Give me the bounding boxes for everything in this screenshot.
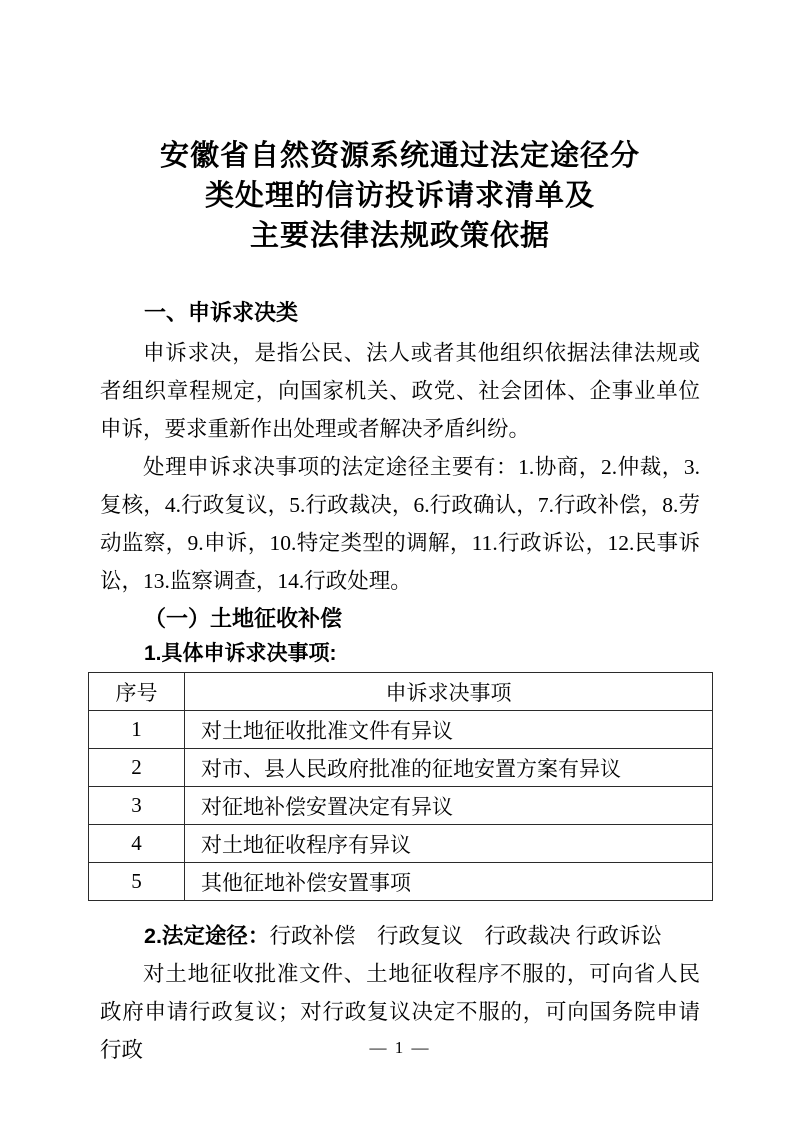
paragraph-appeal-definition: 申诉求决，是指公民、法人或者其他组织依据法律法规或者组织章程规定，向国家机关、政党、社会团体、企事业单位申诉，要求重新作出处理或者解决矛盾纠纷。 bbox=[100, 341, 700, 441]
table-cell-item: 对市、县人民政府批准的征地安置方案有异议 bbox=[185, 749, 713, 787]
legal-route-line bbox=[100, 917, 700, 955]
table-cell-item: 其他征地补偿安置事项 bbox=[185, 863, 713, 901]
subsection-heading-land-acquisition: （一）土地征收补偿 bbox=[144, 606, 343, 631]
table-cell-item: 对征地补偿安置决定有异议 bbox=[185, 787, 713, 825]
table-row bbox=[89, 787, 713, 825]
legal-route-label: 2.法定途径： bbox=[144, 924, 270, 948]
appeal-items-table-header bbox=[89, 673, 713, 711]
table-header-item: 申诉求决事项 bbox=[185, 673, 713, 711]
appeal-items-table-body bbox=[89, 711, 713, 901]
document-title-line-3: 主要法律法规政策依据 bbox=[249, 220, 550, 252]
table-header-row bbox=[89, 673, 713, 711]
table-row bbox=[89, 749, 713, 787]
table-row bbox=[89, 825, 713, 863]
legal-route-value: 行政补偿 行政复议 行政裁决 行政诉讼 bbox=[269, 924, 662, 948]
document-title-line-2: 类处理的信访投诉请求清单及 bbox=[204, 180, 595, 212]
page-number: — 1 — bbox=[369, 1038, 431, 1057]
table-row bbox=[89, 863, 713, 901]
section-heading-appeal: 一、申诉求决类 bbox=[144, 300, 299, 325]
table-row bbox=[89, 711, 713, 749]
table-cell-seq: 2 bbox=[89, 749, 185, 787]
table-cell-seq: 1 bbox=[89, 711, 185, 749]
paragraph-route-detail: 对土地征收批准文件、土地征收程序不服的，可向省人民政府申请行政复议；对行政复议决定不服的，可向国务院申请行政 bbox=[100, 962, 700, 1062]
table-intro-label: 1.具体申诉求决事项: bbox=[144, 642, 337, 665]
document-title bbox=[100, 0, 700, 256]
table-cell-seq: 4 bbox=[89, 825, 185, 863]
table-cell-seq: 5 bbox=[89, 863, 185, 901]
paragraph-legal-routes: 处理申诉求决事项的法定途径主要有：1.协商，2.仲裁，3.复核，4.行政复议，5.行政裁决，6.行政确认，7.行政补偿，8.劳动监察，9.申诉，10.特定类型的调解，11.行政诉讼，12.民事诉讼，13.监察调查，14.行政处理。 bbox=[100, 455, 700, 593]
table-cell-seq: 3 bbox=[89, 787, 185, 825]
appeal-items-table bbox=[88, 672, 713, 901]
document-title-line-1: 安徽省自然资源系统通过法定途径分 bbox=[159, 140, 640, 172]
table-header-seq: 序号 bbox=[89, 673, 185, 711]
table-cell-item: 对土地征收批准文件有异议 bbox=[185, 711, 713, 749]
table-cell-item: 对土地征收程序有异议 bbox=[185, 825, 713, 863]
